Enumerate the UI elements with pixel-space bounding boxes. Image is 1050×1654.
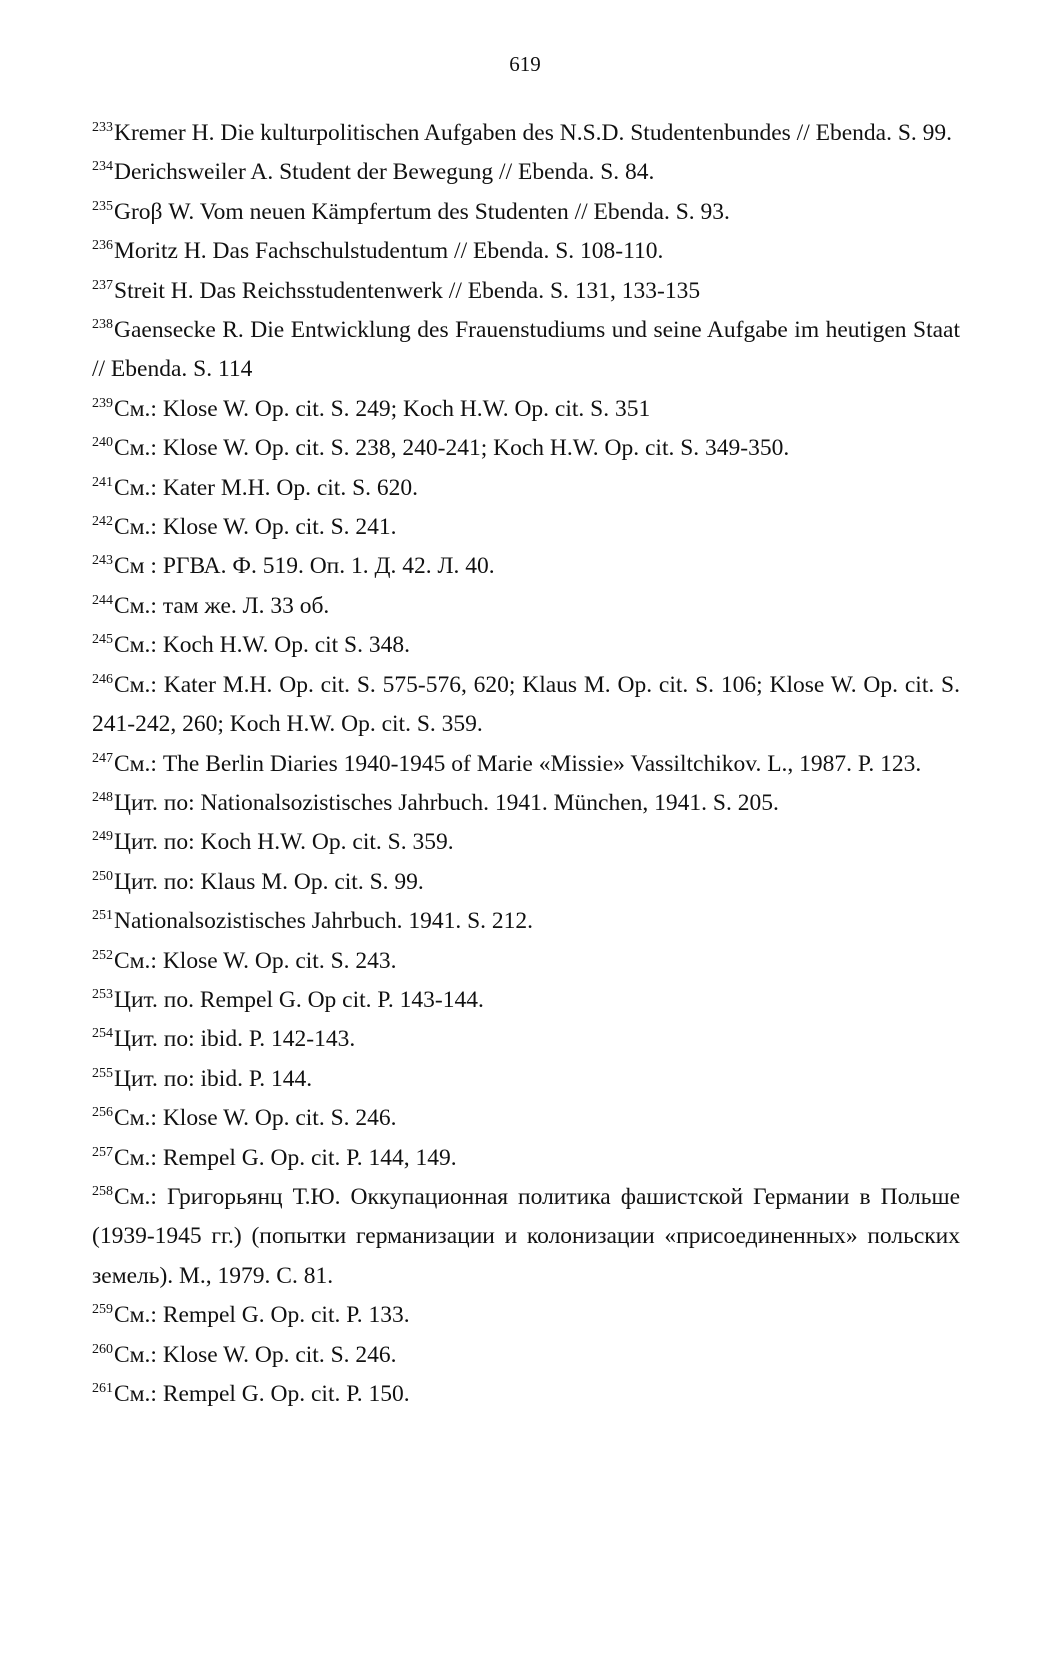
footnote-text: См.: Kater M.H. Op. cit. S. 575-576, 620; Klaus M. Op. cit. S. 106; Klose W. Op. cit. S. 241-242, 260; Koch H.W. Op. cit. S. 359. <box>92 671 960 738</box>
footnote-text: См.: Григорьянц Т.Ю. Оккупационная политика фашистской Германии в Польше (1939-1945 гг.) (попытки германизации и колонизации «присоединенных» польских земель). М., 1979. С. 81. <box>92 1183 960 1289</box>
footnote-253 <box>92 981 960 1020</box>
footnote-240 <box>92 429 960 468</box>
footnote-245 <box>92 626 960 665</box>
footnote-text: См.: Klose W. Op. cit. S. 243. <box>114 947 397 974</box>
footnote-260 <box>92 1336 960 1375</box>
footnote-text: См.: там же. Л. 33 об. <box>114 592 330 619</box>
page-number: 619 <box>509 52 541 76</box>
footnote-number: 253 <box>92 986 113 1002</box>
footnote-number: 248 <box>92 789 113 805</box>
footnote-text: Streit H. Das Reichsstudentenwerk // Ebenda. S. 131, 133-135 <box>114 277 701 304</box>
footnote-text: Цит. по: Nationalsozistisches Jahrbuch. 1941. München, 1941. S. 205. <box>114 789 779 816</box>
footnote-247 <box>92 745 960 784</box>
footnote-257 <box>92 1139 960 1178</box>
footnote-number: 246 <box>92 671 113 687</box>
footnote-text: См.: Rempel G. Op. cit. P. 150. <box>114 1381 410 1407</box>
footnote-235 <box>92 193 960 232</box>
footnote-text: См.: Klose W. Op. cit. S. 238, 240-241; Koch H.W. Op. cit. S. 349-350. <box>114 435 790 462</box>
footnote-text: Derichsweiler A. Student der Bewegung // Ebenda. S. 84. <box>114 159 655 186</box>
footnote-number: 234 <box>92 159 113 175</box>
footnote-text: Цит. по: ibid. P. 142-143. <box>114 1026 356 1053</box>
footnote-text: См.: Klose W. Op. cit. S. 246. <box>114 1105 397 1132</box>
footnote-number: 239 <box>92 395 113 411</box>
footnote-text: См.: Rempel G. Op. cit. P. 133. <box>114 1302 410 1329</box>
footnote-text: Kremer H. Die kulturpolitischen Aufgaben des N.S.D. Studentenbundes // Ebenda. S. 99. <box>114 120 953 146</box>
footnote-number: 258 <box>92 1183 113 1199</box>
footnote-241 <box>92 469 960 508</box>
footnote-text: См.: Rempel G. Op. cit. P. 144, 149. <box>114 1144 457 1171</box>
footnote-text: Цит. по: Koch H.W. Op. cit. S. 359. <box>114 829 454 856</box>
footnote-text: Groβ W. Vom neuen Kämpfertum des Studenten // Ebenda. S. 93. <box>114 198 730 225</box>
footnote-number: 233 <box>92 120 113 135</box>
footnote-number: 259 <box>92 1302 113 1318</box>
footnote-243 <box>92 547 960 586</box>
footnote-250 <box>92 863 960 902</box>
footnote-number: 240 <box>92 435 113 451</box>
footnote-number: 252 <box>92 947 113 963</box>
footnote-251 <box>92 902 960 941</box>
footnote-number: 235 <box>92 198 113 214</box>
footnote-248 <box>92 784 960 823</box>
footnote-number: 241 <box>92 474 113 490</box>
footnote-233 <box>92 114 960 153</box>
footnote-244 <box>92 587 960 626</box>
footnote-text: Цит. по. Rempel G. Op cit. P. 143-144. <box>114 986 484 1013</box>
footnote-text: См : РГВА. Ф. 519. Оп. 1. Д. 42. Л. 40. <box>114 553 495 580</box>
footnote-239 <box>92 390 960 429</box>
footnote-258 <box>92 1178 960 1296</box>
footnote-text: Цит. по: Klaus M. Op. cit. S. 99. <box>114 868 424 895</box>
footnote-234 <box>92 153 960 192</box>
footnote-number: 238 <box>92 317 113 333</box>
footnote-237 <box>92 272 960 311</box>
footnote-number: 255 <box>92 1065 113 1081</box>
footnote-number: 237 <box>92 277 113 293</box>
footnote-text: См.: Klose W. Op. cit. S. 246. <box>114 1341 397 1368</box>
footnote-number: 257 <box>92 1144 113 1160</box>
footnote-254 <box>92 1020 960 1059</box>
footnote-text: Цит. по: ibid. P. 144. <box>114 1065 313 1092</box>
footnote-text: Moritz H. Das Fachschulstudentum // Ebenda. S. 108-110. <box>114 238 664 265</box>
footnote-text: См.: Kater M.H. Op. cit. S. 620. <box>114 474 419 501</box>
footnote-261 <box>92 1375 960 1414</box>
footnote-number: 256 <box>92 1105 113 1121</box>
footnote-text: Gaensecke R. Die Entwicklung des Frauenstudiums und seine Aufgabe im heutigen Staat // Ebenda. S. 114 <box>92 317 960 383</box>
footnote-256 <box>92 1099 960 1138</box>
footnote-number: 249 <box>92 829 113 845</box>
footnote-number: 260 <box>92 1341 113 1357</box>
footnote-number: 254 <box>92 1026 113 1042</box>
footnote-number: 247 <box>92 750 113 766</box>
footnote-number: 242 <box>92 514 113 530</box>
footnote-236 <box>92 232 960 271</box>
footnote-number: 245 <box>92 632 113 648</box>
footnote-255 <box>92 1060 960 1099</box>
footnote-text: Nationalsozistisches Jahrbuch. 1941. S. 212. <box>114 908 534 935</box>
footnote-number: 243 <box>92 553 113 569</box>
footnote-number: 236 <box>92 238 113 254</box>
footnote-242 <box>92 508 960 547</box>
footnote-number: 261 <box>92 1381 113 1396</box>
footnote-number: 251 <box>92 908 113 924</box>
footnote-238 <box>92 311 960 390</box>
footnote-number: 250 <box>92 868 113 884</box>
footnotes-list <box>92 114 960 1414</box>
footnote-249 <box>92 823 960 862</box>
footnote-number: 244 <box>92 592 113 608</box>
footnote-259 <box>92 1296 960 1335</box>
footnote-text: См.: Koch H.W. Op. cit S. 348. <box>114 632 410 659</box>
footnote-text: См.: Klose W. Op. cit. S. 241. <box>114 514 397 541</box>
footnote-text: См.: Klose W. Op. cit. S. 249; Koch H.W. Op. cit. S. 351 <box>114 395 651 422</box>
footnote-246 <box>92 666 960 745</box>
footnote-252 <box>92 942 960 981</box>
footnote-text: См.: The Berlin Diaries 1940-1945 of Marie «Missie» Vassiltchikov. L., 1987. P. 123. <box>114 750 922 777</box>
